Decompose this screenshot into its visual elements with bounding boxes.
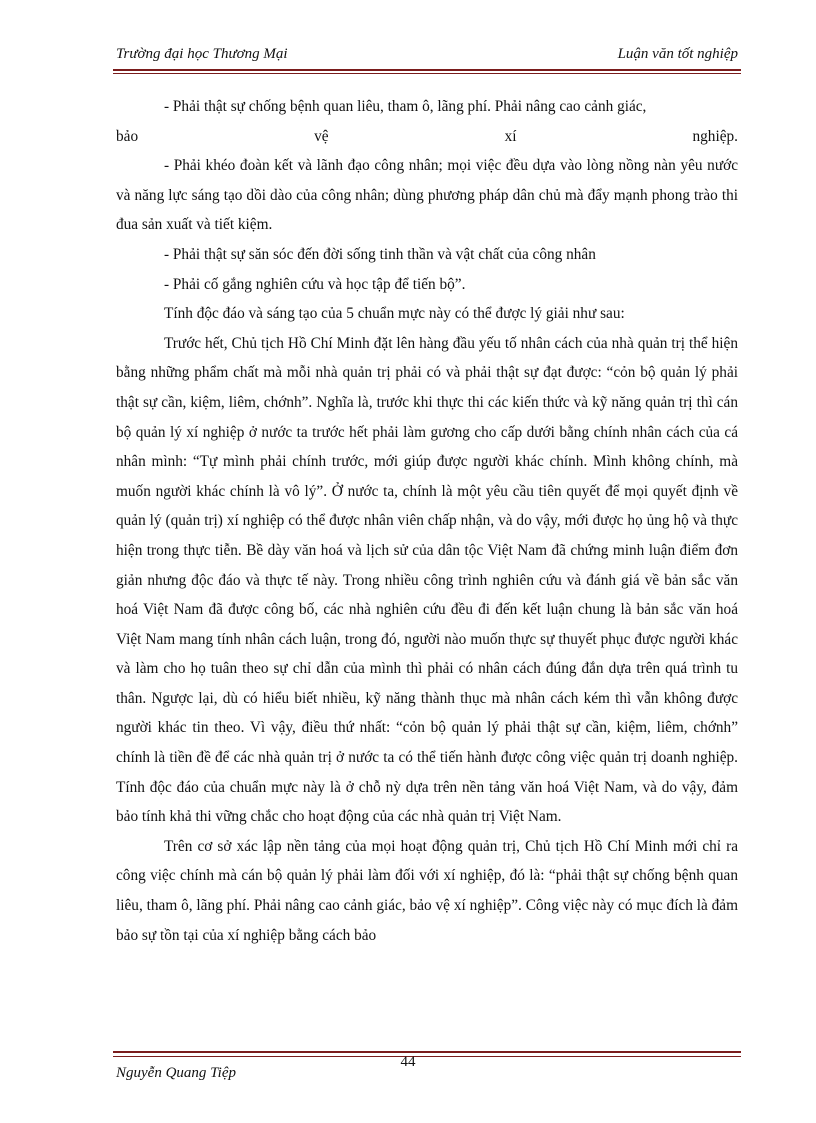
header-rule-thin xyxy=(113,73,741,74)
word: bảo xyxy=(116,127,139,145)
paragraph: - Phải cố gắng nghiên cứu và học tập để tiến bộ”. xyxy=(164,275,466,293)
body-text xyxy=(116,92,738,950)
header-rule-thick xyxy=(113,69,741,71)
word: nghiệp. xyxy=(692,127,738,145)
justified-line xyxy=(116,122,738,152)
footer-author: Nguyễn Quang Tiệp xyxy=(116,1065,236,1081)
paragraph: - Phải thật sự săn sóc đến đời sống tinh thần và vật chất của công nhân xyxy=(164,245,596,263)
word: xí xyxy=(504,127,517,145)
paragraph: Trước hết, Chủ tịch Hồ Chí Minh đặt lên hàng đầu yếu tố nhân cách của nhà quản trị thể hiện bằng những phẩm chất mà mỗi nhà quản trị phải có và phải thật sự đạt được: “cỏn bộ quản lý phải thật sự cần, kiệm, liêm, chớnh”. Nghĩa là, trước khi thực thi các kiến thức và kỹ năng quản trị thì cán bộ quản lý xí nghiệp ở nước ta trước hết phải làm gương cho cấp dưới bằng chính nhân cách của cá nhân mình: “Tự mình phải chính trước, mới giúp được người khác chính. Mình không chính, mà muốn người khác chính là vô lý”. Ở nước ta, chính là một yêu cầu tiên quyết để mọi quyết định về quản lý (quản trị) xí nghiệp có thể được nhân viên chấp nhận, và do vậy, mới được họ ủng hộ và thực hiện trong thực tiễn. Bề dày văn hoá và lịch sử của dân tộc Việt Nam đã chứng minh luận điểm đơn giản nhưng độc đáo và thực tế này. Trong nhiều công trình nghiên cứu và đánh giá về bản sắc văn hoá Việt Nam đã được công bố, các nhà nghiên cứu đều đi đến kết luận chung là bản sắc văn hoá Việt Nam mang tính nhân cách luận, trong đó, người nào muốn thực sự thuyết phục được người khác và làm cho họ tuân theo sự chỉ dẫn của mình thì phải có nhân cách đúng đắn dựa trên quá trình tu thân. Ngược lại, dù có hiểu biết nhiều, kỹ năng thành thục mà nhân cách kém thì vẫn không được người khác tin theo. Vì vậy, điều thứ nhất: “cỏn bộ quản lý phải thật sự cần, kiệm, liêm, chớnh” chính là tiền đề để các nhà quản trị ở nước ta có thể tiến hành được công việc quản trị doanh nghiệp. Tính độc đáo của chuẩn mực này là ở chỗ nỳ dựa trên nền tảng văn hoá Việt Nam, và do vậy, đảm bảo tính khả thi vững chắc cho hoạt động của các nhà quản trị Việt Nam. xyxy=(116,334,738,826)
paragraph: - Phải thật sự chống bệnh quan liêu, tham ô, lãng phí. Phải nâng cao cảnh giác, xyxy=(164,98,647,115)
page-number: 44 xyxy=(400,1054,416,1070)
page-header-right: Luận văn tốt nghiệp xyxy=(617,46,738,62)
word: vệ xyxy=(314,127,329,145)
page-header-left: Trường đại học Thương Mại xyxy=(116,46,288,62)
footer-rule-thick xyxy=(113,1051,741,1053)
paragraph: Tính độc đáo và sáng tạo của 5 chuẩn mực này có thể được lý giải như sau: xyxy=(164,305,625,323)
paragraph: Trên cơ sở xác lập nền tảng của mọi hoạt động quản trị, Chủ tịch Hồ Chí Minh mới chỉ ra công việc chính mà cán bộ quản lý phải làm đối với xí nghiệp, đó là: “phải thật sự chống bệnh quan liêu, tham ô, lãng phí. Phải nâng cao cảnh giác, bảo vệ xí nghiệp”. Công việc này có mục đích là đảm bảo sự tồn tại của xí nghiệp bằng cách bảo xyxy=(116,837,738,944)
paragraph: - Phải khéo đoàn kết và lãnh đạo công nhân; mọi việc đều dựa vào lòng nồng nàn yêu nước và năng lực sáng tạo dồi dào của công nhân; dùng phương pháp dân chủ mà đẩy mạnh phong trào thi đua sản xuất và tiết kiệm. xyxy=(116,157,738,234)
